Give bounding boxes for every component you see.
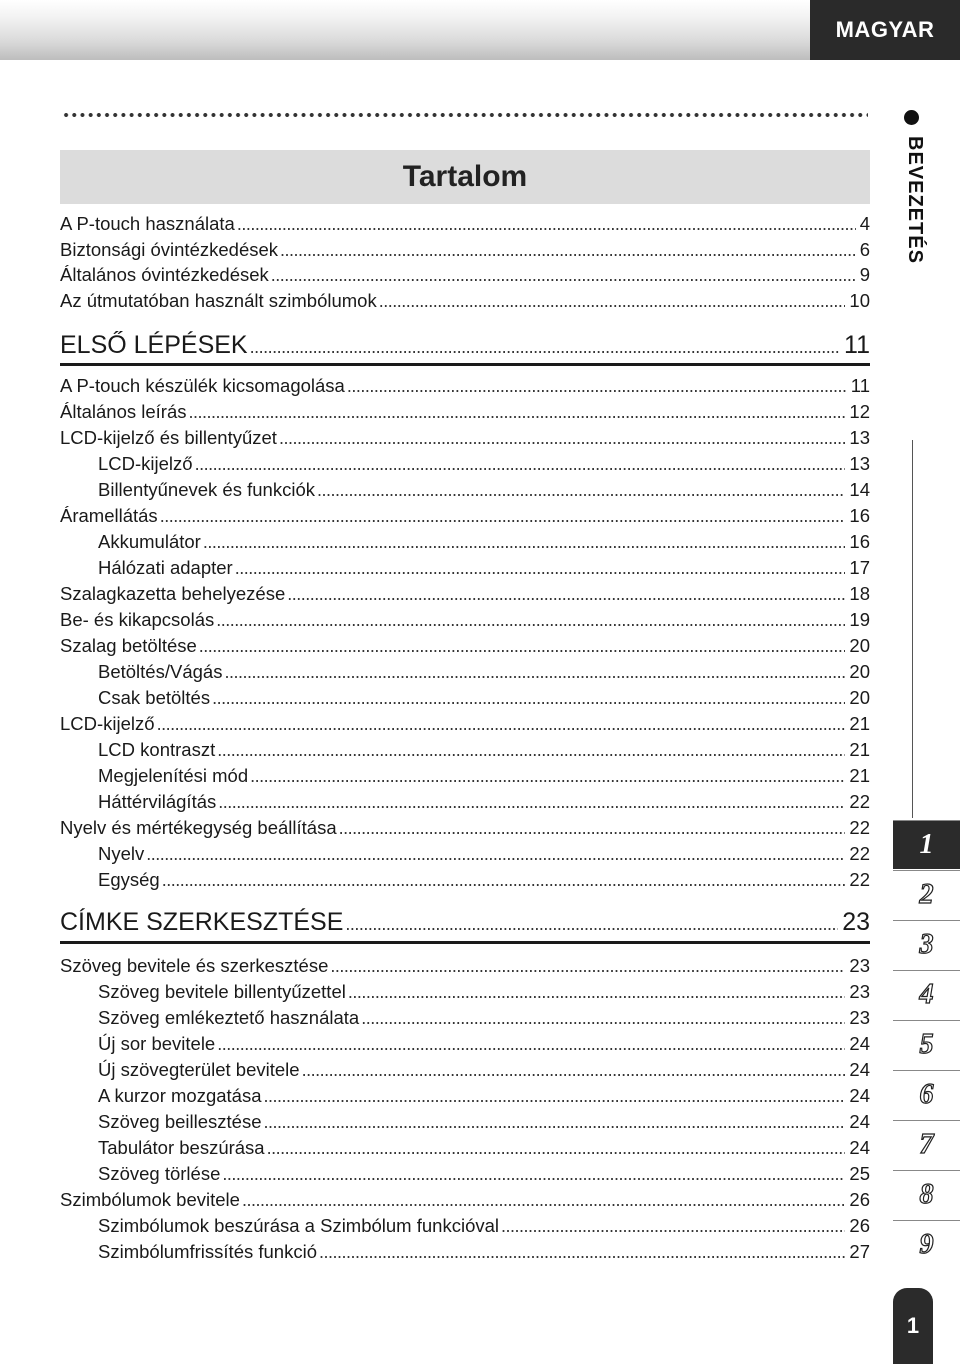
- toc-entry-title: Egység: [98, 869, 160, 890]
- toc-entry[interactable]: [60, 557, 870, 581]
- toc-entry[interactable]: [60, 635, 870, 659]
- toc-entry-title: A P-touch használata: [60, 213, 235, 234]
- toc-entry[interactable]: [60, 843, 870, 867]
- toc-page-number: 22: [849, 843, 870, 864]
- toc-page-number: 23: [849, 955, 870, 976]
- toc-leader-dots: [319, 1242, 845, 1263]
- toc-page-number: 19: [849, 609, 870, 630]
- toc-page-number: 4: [859, 213, 870, 234]
- toc-entry-title: LCD kontraszt: [98, 739, 216, 760]
- toc-entry-title: Háttérvilágítás: [98, 791, 217, 812]
- toc-leader-dots: [188, 402, 845, 423]
- toc-entry[interactable]: [60, 505, 870, 529]
- header-bar: [0, 0, 810, 60]
- chapter-tab-2[interactable]: 2: [893, 870, 960, 919]
- toc-entry-title: Hálózati adapter: [98, 557, 233, 578]
- toc-page-number: 24: [849, 1085, 870, 1106]
- toc-entry-title: Csak betöltés: [98, 687, 211, 708]
- toc-entry-title: Általános leírás: [60, 401, 187, 422]
- toc-leader-dots: [330, 956, 845, 977]
- toc-entry[interactable]: [60, 687, 870, 711]
- toc-entry-title: LCD-kijelző: [98, 453, 193, 474]
- chapter-tab-6[interactable]: 6: [893, 1070, 960, 1119]
- toc-entry-title: Akkumulátor: [98, 531, 201, 552]
- toc-leader-dots: [217, 740, 845, 761]
- toc-entry[interactable]: [60, 713, 870, 737]
- toc-entry-title: Betöltés/Vágás: [98, 661, 223, 682]
- toc-leader-dots: [217, 1034, 845, 1055]
- toc-leader-dots: [216, 610, 845, 631]
- toc-entry-title: Szöveg bevitele billentyűzettel: [98, 981, 346, 1002]
- toc-leader-dots: [250, 337, 840, 358]
- toc-leader-dots: [339, 818, 846, 839]
- toc-page-number: 23: [842, 908, 870, 936]
- toc-leader-dots: [279, 428, 845, 449]
- toc-entry-title: Szalagkazetta behelyezése: [60, 583, 286, 604]
- toc-entry[interactable]: [60, 479, 870, 503]
- toc-leader-dots: [345, 914, 838, 935]
- toc-entry[interactable]: [60, 765, 870, 789]
- page-number: 1: [893, 1288, 933, 1364]
- toc-leader-dots: [280, 240, 856, 261]
- toc-entry-title: Szöveg beillesztése: [98, 1111, 262, 1132]
- toc-entry[interactable]: [60, 1241, 870, 1265]
- section-label: BEVEZETÉS: [904, 136, 926, 264]
- toc-entry[interactable]: [60, 1059, 870, 1083]
- toc-entry-title: Megjelenítési mód: [98, 765, 249, 786]
- toc-page-number: 16: [849, 531, 870, 552]
- toc-leader-dots: [361, 1008, 845, 1029]
- dotted-divider: [62, 110, 868, 120]
- language-tab: MAGYAR: [810, 0, 960, 60]
- toc-page-number: 11: [844, 331, 870, 359]
- bullet-icon: [904, 110, 919, 125]
- toc-leader-dots: [162, 870, 846, 891]
- toc-leader-dots: [501, 1216, 845, 1237]
- toc-entry-title: Szalag betöltése: [60, 635, 197, 656]
- toc-entry-title: Szimbólumfrissítés funkció: [98, 1241, 317, 1262]
- toc-entry[interactable]: [60, 981, 870, 1005]
- chapter-tab-4[interactable]: 4: [893, 970, 960, 1019]
- toc-page-number: 18: [849, 583, 870, 604]
- page-title: Tartalom: [402, 160, 528, 193]
- toc-page-number: 21: [849, 765, 870, 786]
- toc-leader-dots: [146, 844, 845, 865]
- toc-entry[interactable]: [60, 1137, 870, 1161]
- toc-chapter[interactable]: [60, 331, 870, 365]
- toc-entry[interactable]: [60, 427, 870, 451]
- toc-page-number: 11: [850, 375, 870, 396]
- toc-entry[interactable]: [60, 531, 870, 555]
- toc-page-number: 23: [849, 1007, 870, 1028]
- toc-leader-dots: [250, 766, 845, 787]
- toc-entry-title: A P-touch készülék kicsomagolása: [60, 375, 345, 396]
- toc-leader-dots: [160, 506, 846, 527]
- toc-entry[interactable]: [60, 817, 870, 841]
- toc-entry[interactable]: [60, 583, 870, 607]
- toc-page-number: 16: [849, 505, 870, 526]
- toc-chapter[interactable]: [60, 908, 870, 942]
- toc-entry[interactable]: [60, 264, 870, 288]
- toc-leader-dots: [317, 480, 845, 501]
- toc-entry[interactable]: [60, 791, 870, 815]
- toc-entry-title: Szöveg bevitele és szerkesztése: [60, 955, 329, 976]
- toc-entry[interactable]: [60, 1111, 870, 1135]
- toc-entry[interactable]: [60, 869, 870, 893]
- chapter-tab-3[interactable]: 3: [893, 920, 960, 969]
- toc-leader-dots: [302, 1060, 846, 1081]
- toc-page-number: 9: [859, 264, 870, 285]
- toc-entry-title: CÍMKE SZERKESZTÉSE: [60, 908, 344, 936]
- toc-entry[interactable]: [60, 609, 870, 633]
- toc-leader-dots: [157, 714, 846, 735]
- toc-leader-dots: [379, 291, 846, 312]
- chapter-tab-1[interactable]: 1: [893, 820, 960, 869]
- toc-leader-dots: [271, 265, 856, 286]
- chapter-tab-7[interactable]: 7: [893, 1120, 960, 1169]
- toc-page-number: 25: [849, 1163, 870, 1184]
- toc-entry-title: Szimbólumok beszúrása a Szimbólum funkcióval: [98, 1215, 500, 1236]
- toc-entry-title: Általános óvintézkedések: [60, 264, 269, 285]
- toc-entry-title: LCD-kijelző: [60, 713, 155, 734]
- toc-entry-title: Új szövegterület bevitele: [98, 1059, 300, 1080]
- toc-entry[interactable]: [60, 1189, 870, 1213]
- toc-entry-title: A kurzor mozgatása: [98, 1085, 262, 1106]
- toc-leader-dots: [212, 688, 845, 709]
- chapter-rule: [60, 941, 870, 944]
- toc-page-number: 23: [849, 981, 870, 1002]
- toc-page-number: 12: [849, 401, 870, 422]
- toc-entry-title: Nyelv és mértékegység beállítása: [60, 817, 337, 838]
- toc-leader-dots: [218, 792, 845, 813]
- toc-page-number: 24: [849, 1033, 870, 1054]
- toc-entry-title: Szöveg törlése: [98, 1163, 221, 1184]
- toc-entry[interactable]: [60, 290, 870, 314]
- toc-page-number: 24: [849, 1111, 870, 1132]
- toc-entry-title: Nyelv: [98, 843, 145, 864]
- toc-page-number: 22: [849, 791, 870, 812]
- toc-leader-dots: [203, 532, 846, 553]
- toc-entry-title: Tabulátor beszúrása: [98, 1137, 265, 1158]
- title-bar: [60, 150, 870, 204]
- toc-entry-title: Szimbólumok bevitele: [60, 1189, 240, 1210]
- chapter-tab-5[interactable]: 5: [893, 1020, 960, 1069]
- toc-entry-title: Az útmutatóban használt szimbólumok: [60, 290, 377, 311]
- toc-page-number: 20: [849, 661, 870, 682]
- toc-entry-title: Szöveg emlékeztető használata: [98, 1007, 360, 1028]
- toc-page-number: 21: [849, 739, 870, 760]
- toc-entry-title: Billentyűnevek és funkciók: [98, 479, 315, 500]
- toc-entry[interactable]: [60, 661, 870, 685]
- toc-page-number: 14: [849, 479, 870, 500]
- toc-entry[interactable]: [60, 1033, 870, 1057]
- toc-entry[interactable]: [60, 239, 870, 263]
- toc-page-number: 6: [859, 239, 870, 260]
- toc-page-number: 17: [849, 557, 870, 578]
- toc-page-number: 20: [849, 687, 870, 708]
- toc-leader-dots: [287, 584, 845, 605]
- toc-leader-dots: [195, 454, 846, 475]
- toc-page-number: 22: [849, 817, 870, 838]
- toc-entry[interactable]: [60, 1163, 870, 1187]
- toc-page-number: 22: [849, 869, 870, 890]
- chapter-tab-9[interactable]: 9: [893, 1220, 960, 1269]
- toc-entry[interactable]: [60, 213, 870, 237]
- toc-entry-title: Biztonsági óvintézkedések: [60, 239, 279, 260]
- toc-leader-dots: [267, 1138, 846, 1159]
- chapter-tab-8[interactable]: 8: [893, 1170, 960, 1219]
- toc-entry[interactable]: [60, 1007, 870, 1031]
- toc-page-number: 13: [849, 453, 870, 474]
- toc-entry[interactable]: [60, 1215, 870, 1239]
- toc-entry[interactable]: [60, 739, 870, 763]
- toc-entry[interactable]: [60, 1085, 870, 1109]
- toc-leader-dots: [224, 662, 845, 683]
- toc-leader-dots: [264, 1112, 846, 1133]
- toc-page-number: 24: [849, 1137, 870, 1158]
- side-divider: [912, 440, 913, 818]
- toc-entry[interactable]: [60, 401, 870, 425]
- toc-leader-dots: [242, 1190, 845, 1211]
- toc-leader-dots: [222, 1164, 845, 1185]
- toc-page-number: 20: [849, 635, 870, 656]
- toc-entry[interactable]: [60, 453, 870, 477]
- toc-page-number: 26: [849, 1215, 870, 1236]
- toc-page-number: 27: [849, 1241, 870, 1262]
- toc-leader-dots: [235, 558, 846, 579]
- toc-leader-dots: [237, 214, 856, 235]
- toc-page-number: 10: [849, 290, 870, 311]
- toc-entry-title: Új sor bevitele: [98, 1033, 216, 1054]
- toc-entry-title: Be- és kikapcsolás: [60, 609, 215, 630]
- toc-page-number: 24: [849, 1059, 870, 1080]
- toc-page-number: 13: [849, 427, 870, 448]
- toc-entry-title: ELSŐ LÉPÉSEK: [60, 331, 248, 359]
- toc-entry-title: Áramellátás: [60, 505, 158, 526]
- toc-leader-dots: [348, 982, 846, 1003]
- toc-leader-dots: [264, 1086, 846, 1107]
- toc-entry-title: LCD-kijelző és billentyűzet: [60, 427, 277, 448]
- toc-leader-dots: [347, 376, 847, 397]
- toc-page-number: 26: [849, 1189, 870, 1210]
- toc-entry[interactable]: [60, 375, 870, 399]
- toc-leader-dots: [199, 636, 846, 657]
- toc-page-number: 21: [849, 713, 870, 734]
- toc-entry[interactable]: [60, 955, 870, 979]
- chapter-rule: [60, 363, 870, 366]
